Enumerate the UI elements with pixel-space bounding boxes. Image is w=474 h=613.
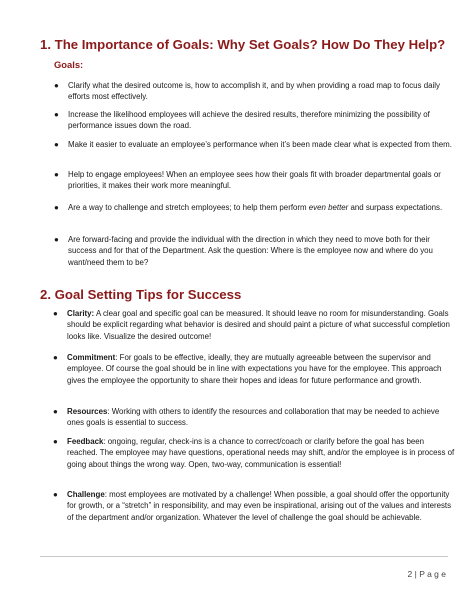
bullet-dot-icon: ● xyxy=(53,407,58,416)
section-1-heading: 1. The Importance of Goals: Why Set Goals? How Do They Help? xyxy=(40,37,446,52)
tip-term: Commitment xyxy=(67,353,116,362)
list-item: ● Commitment: For goals to be effective, ideally, they are mutually agreeable between the supervisor and employee. Of course the goal should be in line with expectations you have for the employee. This approach gives the employee the opportunity to share their hopes and ideas for future performance and growth. xyxy=(53,353,442,385)
tip-term: Resources xyxy=(67,407,108,416)
emphasis-text: even better xyxy=(308,203,349,212)
tip-term: Challenge xyxy=(67,490,105,499)
goals-subheading: Goals: xyxy=(54,59,84,70)
list-item: ● Feedback: ongoing, regular, check-ins is a chance to correct/coach or clarify before the goal has been reached. The employee may have questions, operational needs may shift, and/or the employee is in process of going about things the wrong way. Open, two-way, communication is essential! xyxy=(53,437,455,469)
bullet-dot-icon: ● xyxy=(54,235,59,244)
tip-term: Clarity: xyxy=(67,309,95,318)
list-item: ● Are a way to challenge and stretch employees; to help them perform even better and surpass expectations. xyxy=(54,203,443,212)
footer-divider xyxy=(40,556,448,557)
list-item: ● Clarity: A clear goal and specific goal can be measured. It should leave no room for misunderstanding. Goals should be explicit regarding what behavior is desired and should paint a picture of what successful completion looks like. Visualize the desired outcome! xyxy=(53,309,450,341)
list-item: ● Resources: Working with others to identify the resources and collaboration that may be needed to achieve ones goals is essential to success. xyxy=(53,407,440,428)
section-2-heading: 2. Goal Setting Tips for Success xyxy=(40,287,242,302)
bullet-dot-icon: ● xyxy=(53,490,58,499)
bullet-dot-icon: ● xyxy=(54,203,59,212)
tip-term: Feedback xyxy=(67,437,104,446)
page-label: P a g e xyxy=(419,569,446,579)
bullet-dot-icon: ● xyxy=(53,437,58,446)
list-item: ● Help to engage employees! When an employee sees how their goals fit with broader departmental goals or priorities, it makes their work more meaningful. xyxy=(54,170,441,191)
bullet-dot-icon: ● xyxy=(53,309,58,318)
list-item: ● Are forward-facing and provide the individual with the direction in which they need to move both for their success and for that of the Department. Ask the question: Where is the employee now and where do you want/need them to be? xyxy=(54,235,433,267)
list-item: ● Clarify what the desired outcome is, how to accomplish it, and by when providing a road map to focus daily efforts most effectively. xyxy=(54,81,440,102)
list-item: ● Make it easier to evaluate an employee’s performance when it’s been made clear what is expected from them. xyxy=(54,140,452,149)
page-footer xyxy=(408,569,447,579)
bullet-dot-icon: ● xyxy=(53,353,58,362)
footer-separator: | xyxy=(414,569,417,579)
bullet-dot-icon: ● xyxy=(54,170,59,179)
page-number: 2 xyxy=(407,569,413,579)
list-item: ● Challenge: most employees are motivated by a challenge! When possible, a goal should offer the opportunity for growth, or a “stretch” in responsibility, and may even be inspirational, arising out of the values and interests of the department and/or organization. Whatever the level of challenge the goal should be achievable. xyxy=(53,490,452,522)
bullet-dot-icon: ● xyxy=(54,110,59,119)
bullet-dot-icon: ● xyxy=(54,140,59,149)
bullet-dot-icon: ● xyxy=(54,81,59,90)
list-item: ● Increase the likelihood employees will achieve the desired results, therefore minimizing the possibility of performance issues down the road. xyxy=(54,110,430,131)
